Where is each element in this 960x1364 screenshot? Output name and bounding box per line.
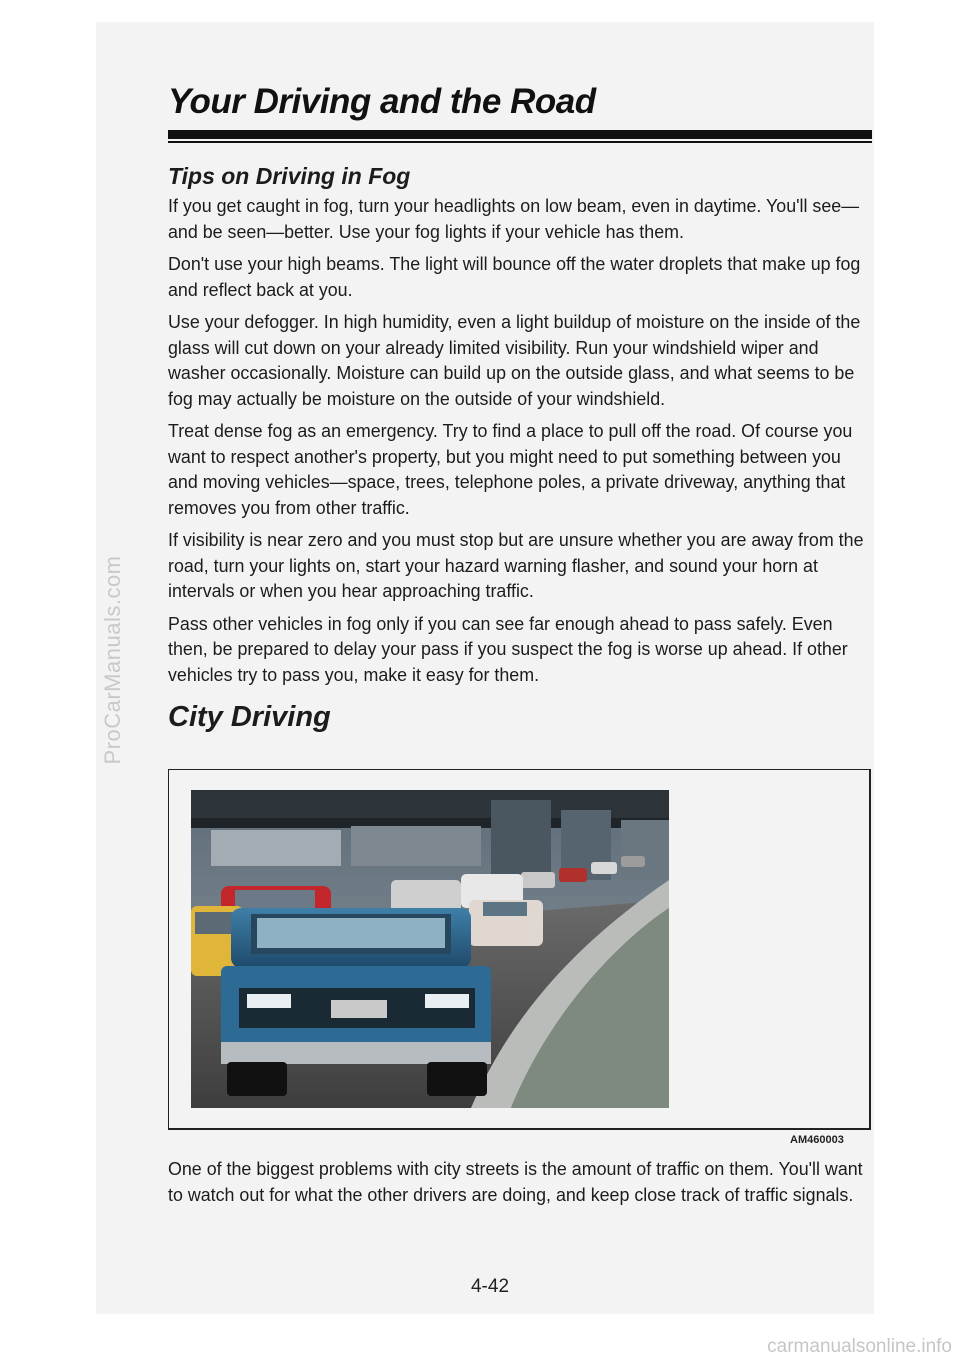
fog-heading: Tips on Driving in Fog [168,163,411,189]
city-heading: City Driving [168,701,331,733]
fog-paragraph-1: If you get caught in fog, turn your headlights on low beam, even in daytime. You'll see—and be seen—better. Use your fog lights if your vehicle has them. [168,195,860,242]
page-header-title: Your Driving and the Road [168,82,596,121]
fog-section [168,161,874,735]
header-rule-thin [168,141,872,143]
traffic-scene-image [191,790,669,1108]
fog-paragraph-6: Pass other vehicles in fog only if you can see far enough ahead to pass safely. Even then, be prepared to delay your pass if you suspect the fog is worse up ahead. If other vehicles try to pass you, make it easy for them. [168,612,848,685]
side-watermark: ProCarManuals.com [100,555,125,765]
bottom-watermark: carmanualsonline.info [767,1336,952,1357]
fog-paragraph-2: Don't use your high beams. The light will bounce off the water droplets that make up fog and reflect back at you. [168,253,861,300]
header-rule [168,130,872,139]
fog-paragraph-5: If visibility is near zero and you must stop but are unsure whether you are away from the road, turn your lights on, start your hazard warning flasher, and sound your horn at intervals or when you hear approaching traffic. [168,529,864,601]
city-traffic-illustration [191,790,669,1108]
figure-code: AM460003 [790,1134,844,1146]
fog-paragraph-3: Use your defogger. In high humidity, even a light buildup of moisture on the inside of the glass will cut down on your already limited visibility. Run your windshield wiper and washer occasionally. Moisture can build up on the outside glass, and what seems to be fog may actually be moisture on the outside of your windshield. [168,311,861,409]
city-section-text [168,1156,874,1214]
city-paragraph: One of the biggest problems with city streets is the amount of traffic on them. You'll want to watch out for what the other drivers are doing, and keep close track of traffic signals. [168,1158,863,1205]
fog-paragraph-4: Treat dense fog as an emergency. Try to find a place to pull off the road. Of course you want to respect another's property, but you might need to put something between you and moving vehicles—space, trees, telephone poles, a private driveway, anything that removes you from other traffic. [168,420,853,518]
page-number: 4-42 [470,1276,510,1297]
city-figure-frame [168,769,871,1130]
